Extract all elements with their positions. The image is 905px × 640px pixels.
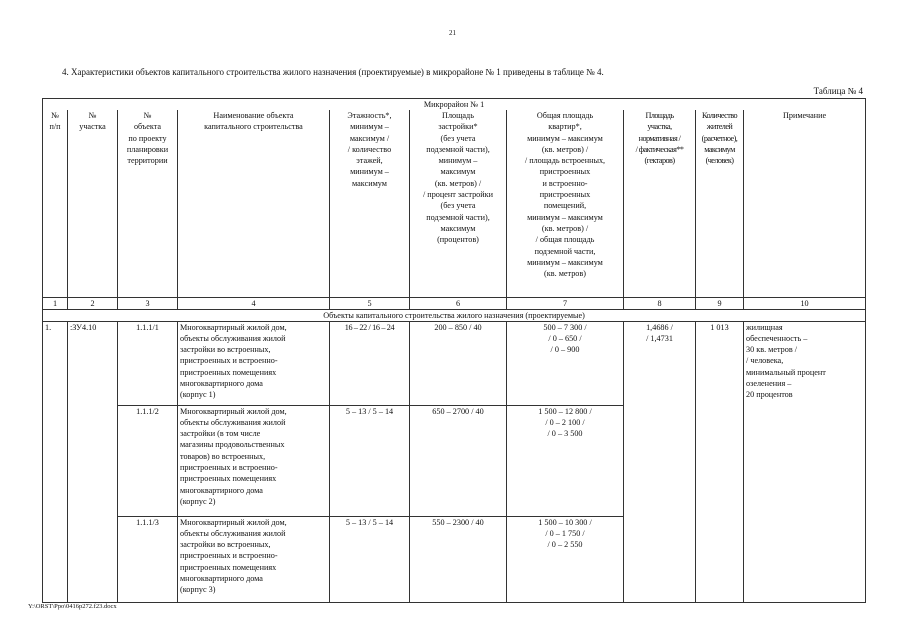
header-total-area: Общая площадь квартир*, минимум – максимум (кв. метров) / / площадь встроенных, пристроенных и встроенно- пристроенных помещений, минимум – максимум (кв. метров) / / общая площадь подземной части, минимум – максимум (кв. метров)	[507, 110, 624, 297]
object-floors: 5 – 13 / 5 – 14	[330, 516, 410, 602]
header-plot-number: № участка	[68, 110, 118, 297]
column-number: 9	[696, 297, 744, 309]
header-plot-area: Площадь участка, нормативная / / фактическая** (гектаров)	[624, 110, 696, 297]
header-row-number: № п/п	[43, 110, 68, 297]
object-id: 1.1.1/3	[118, 516, 178, 602]
header-built-area: Площадь застройки* (без учета подземной части), минимум – максимум (кв. метров) / / процент застройки (без учета подземной части), максимум (процентов)	[410, 110, 507, 297]
object-total-area: 500 – 7 300 / / 0 – 650 / / 0 – 900	[507, 321, 624, 405]
object-id: 1.1.1/2	[118, 405, 178, 516]
column-number: 1	[43, 297, 68, 309]
row-number: 1.	[43, 321, 68, 602]
residents-count: 1 013	[696, 321, 744, 602]
object-id: 1.1.1/1	[118, 321, 178, 405]
header-object-number: № объекта по проекту планировки территории	[118, 110, 178, 297]
object-name: Многоквартирный жилой дом, объекты обслуживания жилой застройки (в том числе магазины продовольственных товаров) во встроенных, пристроенных и встроенно- пристроенных помещениях многоквартирного дома (корпус 2)	[178, 405, 330, 516]
column-number: 2	[68, 297, 118, 309]
object-built-area: 650 – 2700 / 40	[410, 405, 507, 516]
section-title: Объекты капитального строительства жилого назначения (проектируемые)	[43, 309, 866, 321]
column-number: 4	[178, 297, 330, 309]
intro-paragraph: 4. Характеристики объектов капитального строительства жилого назначения (проектируемые) в микрорайоне № 1 приведены в таблице № 4.	[62, 67, 604, 77]
object-name: Многоквартирный жилой дом, объекты обслуживания жилой застройки во встроенных, пристроенных и встроенно- пристроенных помещениях многоквартирного дома (корпус 1)	[178, 321, 330, 405]
header-object-name: Наименование объекта капитального строительства	[178, 110, 330, 297]
object-floors: 5 – 13 / 5 – 14	[330, 405, 410, 516]
column-number: 6	[410, 297, 507, 309]
objects-table	[42, 98, 866, 603]
table-title: Таблица № 4	[813, 86, 863, 96]
object-floors: 16 – 22 / 16 – 24	[330, 321, 410, 405]
plot-area: 1,4686 / / 1,4731	[624, 321, 696, 602]
plot-number: :ЗУ4.10	[68, 321, 118, 602]
header-note: Примечание	[744, 110, 866, 297]
object-built-area: 550 – 2300 / 40	[410, 516, 507, 602]
file-path-footer: Y:\ORST\Ppo\0416p272.f23.docx	[28, 603, 117, 610]
column-number: 3	[118, 297, 178, 309]
page-number: 21	[449, 29, 456, 37]
note: жилищная обеспеченность – 30 кв. метров / / человека, минимальный процент озеленения – 20 процентов	[744, 321, 866, 602]
column-number: 8	[624, 297, 696, 309]
header-floors: Этажность*, минимум – максимум / / количество этажей, минимум – максимум	[330, 110, 410, 297]
object-built-area: 200 – 850 / 40	[410, 321, 507, 405]
column-number: 5	[330, 297, 410, 309]
column-number: 10	[744, 297, 866, 309]
object-total-area: 1 500 – 10 300 / / 0 – 1 750 / / 0 – 2 550	[507, 516, 624, 602]
object-total-area: 1 500 – 12 800 / / 0 – 2 100 / / 0 – 3 500	[507, 405, 624, 516]
object-name: Многоквартирный жилой дом, объекты обслуживания жилой застройки во встроенных, пристроенных и встроенно- пристроенных помещениях многоквартирного дома (корпус 3)	[178, 516, 330, 602]
header-residents: Количество жителей (расчетное), максимум (человек)	[696, 110, 744, 297]
column-number: 7	[507, 297, 624, 309]
district-header: Микрорайон № 1	[43, 99, 866, 111]
